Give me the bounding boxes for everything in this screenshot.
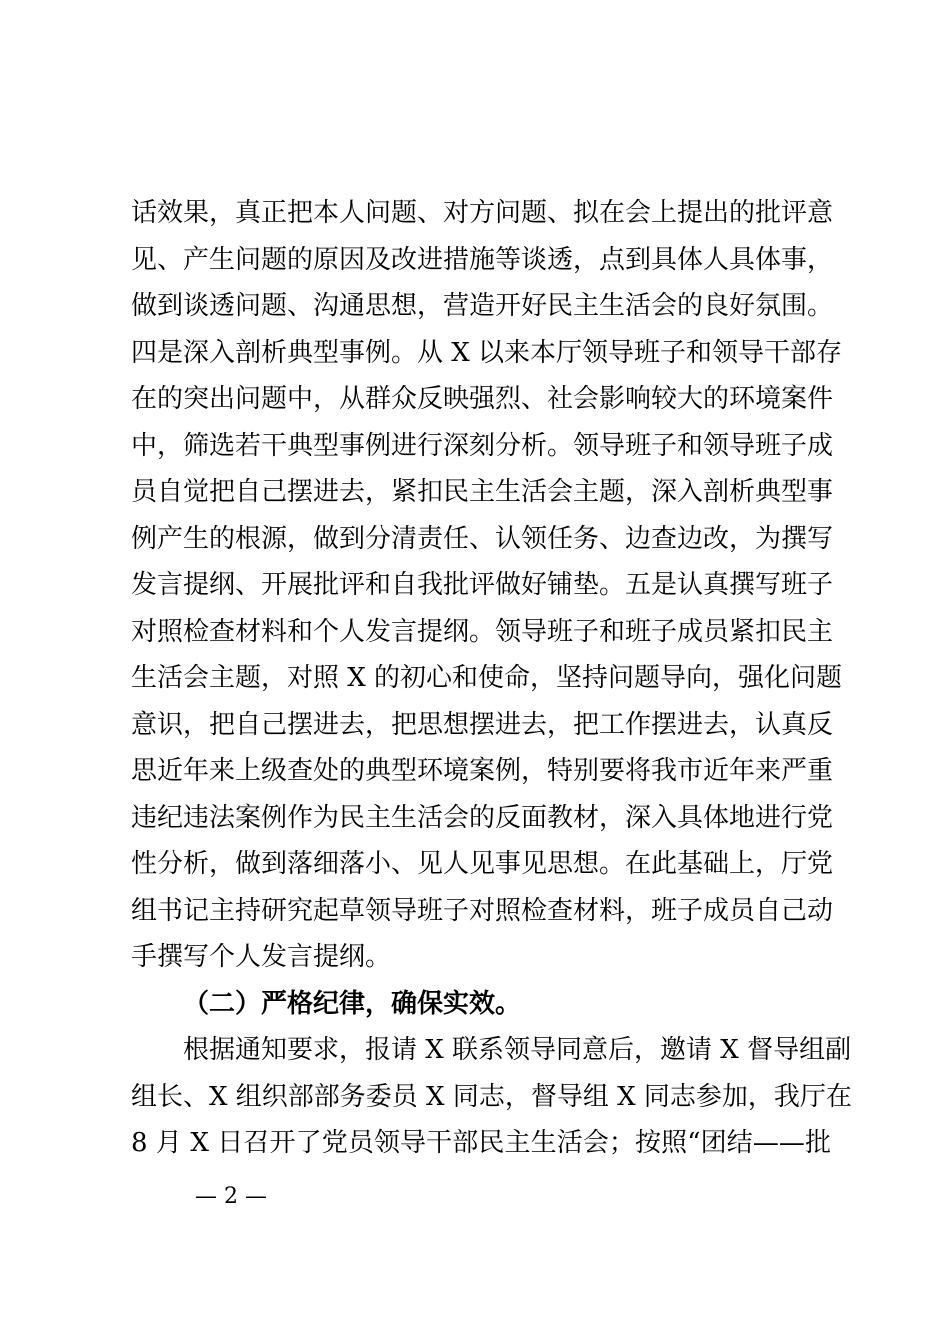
paragraph-line: 思近年来上级查处的典型环境案例，特别要将我市近年来严重 [131, 756, 834, 786]
paragraph-line: 四是深入剖析典型事例。从 X 以来本厅领导班子和领导干部存 [131, 337, 843, 368]
paragraph-line: 违纪违法案例作为民主生活会的反面教材，深入具体地进行党 [131, 802, 834, 833]
body-text [131, 190, 852, 1167]
paragraph-line: 意识，把自己摆进去，把思想摆进去，把工作摆进去，认真反 [131, 709, 834, 740]
page-number: — 2 — [195, 1184, 267, 1209]
paragraph-line: 例产生的根源，做到分清责任、认领任务、边查边改，为撰写 [131, 523, 834, 554]
paragraph-line: 手撰写个人发言提纲。 [131, 942, 392, 972]
paragraph-line: 性分析，做到落细落小、见人见事见思想。在此基础上，厅党 [131, 849, 834, 879]
paragraph-line: 对照检查材料和个人发言提纲。领导班子和班子成员紧扣民主 [131, 616, 834, 647]
paragraph-line: 中，筛选若干典型事例进行深刻分析。领导班子和领导班子成 [131, 430, 834, 461]
paragraph-line: 见、产生问题的原因及改进措施等谈透，点到具体人具体事， [131, 244, 834, 275]
paragraph-line: 话效果，真正把本人问题、对方问题、拟在会上提出的批评意 [131, 198, 834, 228]
section-heading: （二）严格纪律，确保实效。 [183, 988, 522, 1019]
paragraph-line: 员自觉把自己摆进去，紧扣民主生活会主题，深入剖析典型事 [131, 477, 834, 507]
paragraph-line: 做到谈透问题、沟通思想，营造开好民主生活会的良好氛围。 [131, 291, 834, 321]
paragraph-2 [131, 1027, 852, 1167]
paragraph-line: 发言提纲、开展批评和自我批评做好铺垫。五是认真撰写班子 [131, 570, 834, 600]
paragraph-line: 8 月 X 日召开了党员领导干部民主生活会；按照“团结——批 [131, 1128, 831, 1158]
paragraph-line: 组书记主持研究起草领导班子对照检查材料，班子成员自己动 [131, 895, 834, 926]
paragraph-line: 组长、X 组织部部务委员 X 同志，督导组 X 同志参加，我厅在 [131, 1081, 852, 1112]
paragraph-1 [131, 190, 843, 981]
paragraph-line: 根据通知要求，报请 X 联系领导同意后，邀请 X 督导组副 [183, 1035, 852, 1065]
paragraph-line: 在的突出问题中，从群众反映强烈、社会影响较大的环境案件 [131, 384, 834, 414]
paragraph-line: 生活会主题，对照 X 的初心和使命，坚持问题导向，强化问题 [131, 663, 843, 693]
